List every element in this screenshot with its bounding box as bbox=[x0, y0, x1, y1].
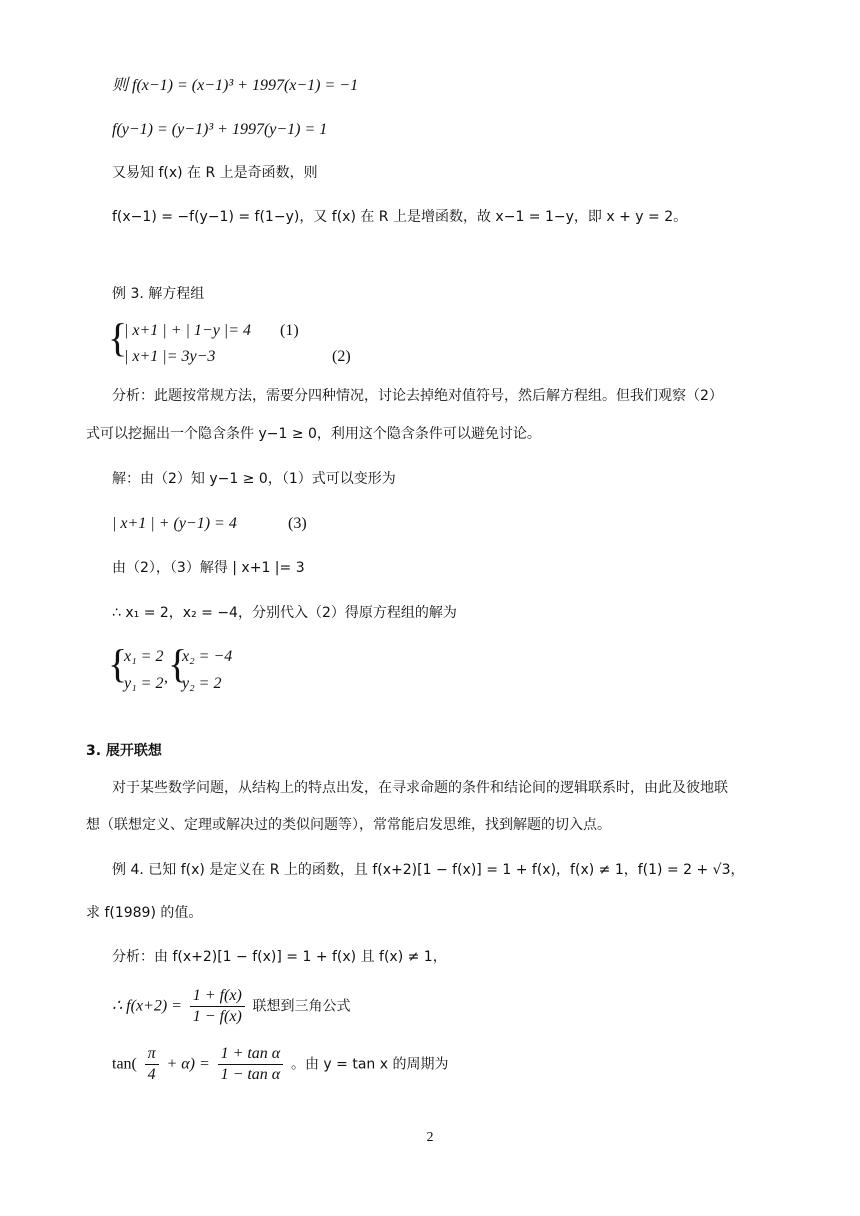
solution-3-line-1: 解：由（2）知 y−1 ≥ 0，（1）式可以变形为 bbox=[112, 471, 396, 487]
equation-3: | x+1 | + (y−1) = 4 bbox=[112, 515, 237, 532]
fraction-tan-denominator: 1 − tan α bbox=[220, 1066, 281, 1083]
equation-3-number: (3) bbox=[288, 515, 307, 532]
analysis-4-text: 联想到三角公式 bbox=[252, 998, 351, 1015]
solution-3-line-3: ∴ x₁ = 2，x₂ = −4，分别代入（2）得原方程组的解为 bbox=[112, 605, 457, 621]
system-eq-2: | x+1 |= 3y−3 bbox=[124, 348, 216, 365]
section-3-title: 3. 展开联想 bbox=[86, 743, 162, 759]
example-4-line-1: 例 4. 已知 f(x) 是定义在 R 上的函数，且 f(x+2)[1 − f(x)] = 1 + f(x)，f(x) ≠ 1，f(1) = 2 + √3， bbox=[112, 862, 745, 878]
text-line-4: f(x−1) = −f(y−1) = f(1−y)，又 f(x) 在 R 上是增函数，故 x−1 = 1−y，即 x + y = 2。 bbox=[112, 209, 688, 225]
solution-3-line-2: 由（2），（3）解得 | x+1 |= 3 bbox=[112, 560, 305, 576]
fraction-pi-numerator: π bbox=[145, 1046, 159, 1065]
eq-line-2: f(y−1) = (y−1)³ + 1997(y−1) = 1 bbox=[112, 121, 328, 138]
analysis-3-line-2: 式可以挖掘出一个隐含条件 y−1 ≥ 0，利用这个隐含条件可以避免讨论。 bbox=[86, 426, 541, 442]
page-number: 2 bbox=[426, 1130, 434, 1145]
fraction-f-denominator: 1 − f(x) bbox=[192, 1008, 242, 1025]
fraction-pi-denominator: 4 bbox=[147, 1066, 156, 1083]
fraction-f bbox=[190, 988, 245, 1025]
brace-answer-2: { bbox=[168, 641, 188, 686]
answer-x1: x₁ = 2 bbox=[124, 648, 164, 665]
fraction-tan-numerator: 1 + tan α bbox=[218, 1046, 284, 1065]
analysis-4-line-1: 分析：由 f(x+2)[1 − f(x)] = 1 + f(x) 且 f(x) ≠ 1， bbox=[112, 949, 447, 965]
fraction-pi-over-4 bbox=[145, 1046, 159, 1083]
section-3-para-line-1: 对于某些数学问题，从结构上的特点出发，在寻求命题的条件和结论间的逻辑联系时，由此及彼地联 bbox=[112, 780, 728, 796]
answer-y2: y₂ = 2 bbox=[182, 675, 222, 692]
example-3-title: 例 3. 解方程组 bbox=[112, 286, 205, 302]
example-4-line-2: 求 f(1989) 的值。 bbox=[86, 905, 203, 921]
section-3-para-line-2: 想（联想定义、定理或解决过的类似问题等），常常能启发思维，找到解题的切入点。 bbox=[86, 817, 611, 833]
system-eq-2-number: (2) bbox=[332, 348, 351, 365]
answer-comma: , bbox=[164, 669, 168, 686]
analysis-3-line-1: 分析：此题按常规方法，需要分四种情况，讨论去掉绝对值符号，然后解方程组。但我们观察（2） bbox=[112, 388, 723, 404]
text-line-3: 又易知 f(x) 在 R 上是奇函数，则 bbox=[112, 165, 318, 181]
analysis-4-lhs: ∴ f(x+2) = bbox=[112, 997, 182, 1015]
system-eq-1: | x+1 | + | 1−y |= 4 bbox=[124, 322, 251, 339]
brace-answer-1: { bbox=[108, 641, 128, 686]
brace-1: { bbox=[108, 315, 128, 360]
tan-open: tan( bbox=[112, 1055, 137, 1073]
eq-line-1: 则 f(x−1) = (x−1)³ + 1997(x−1) = −1 bbox=[112, 77, 359, 94]
tangent-formula-line bbox=[112, 1046, 448, 1083]
fraction-tan bbox=[218, 1046, 284, 1083]
answer-x2: x₂ = −4 bbox=[182, 648, 233, 665]
system-eq-1-number: (1) bbox=[280, 322, 299, 339]
answer-y1: y₁ = 2 bbox=[124, 675, 164, 692]
fraction-f-numerator: 1 + f(x) bbox=[190, 988, 245, 1007]
tan-mid: + α) = bbox=[166, 1055, 210, 1073]
tan-text: 。由 y = tan x 的周期为 bbox=[290, 1056, 449, 1073]
analysis-4-fraction-line bbox=[112, 988, 351, 1025]
